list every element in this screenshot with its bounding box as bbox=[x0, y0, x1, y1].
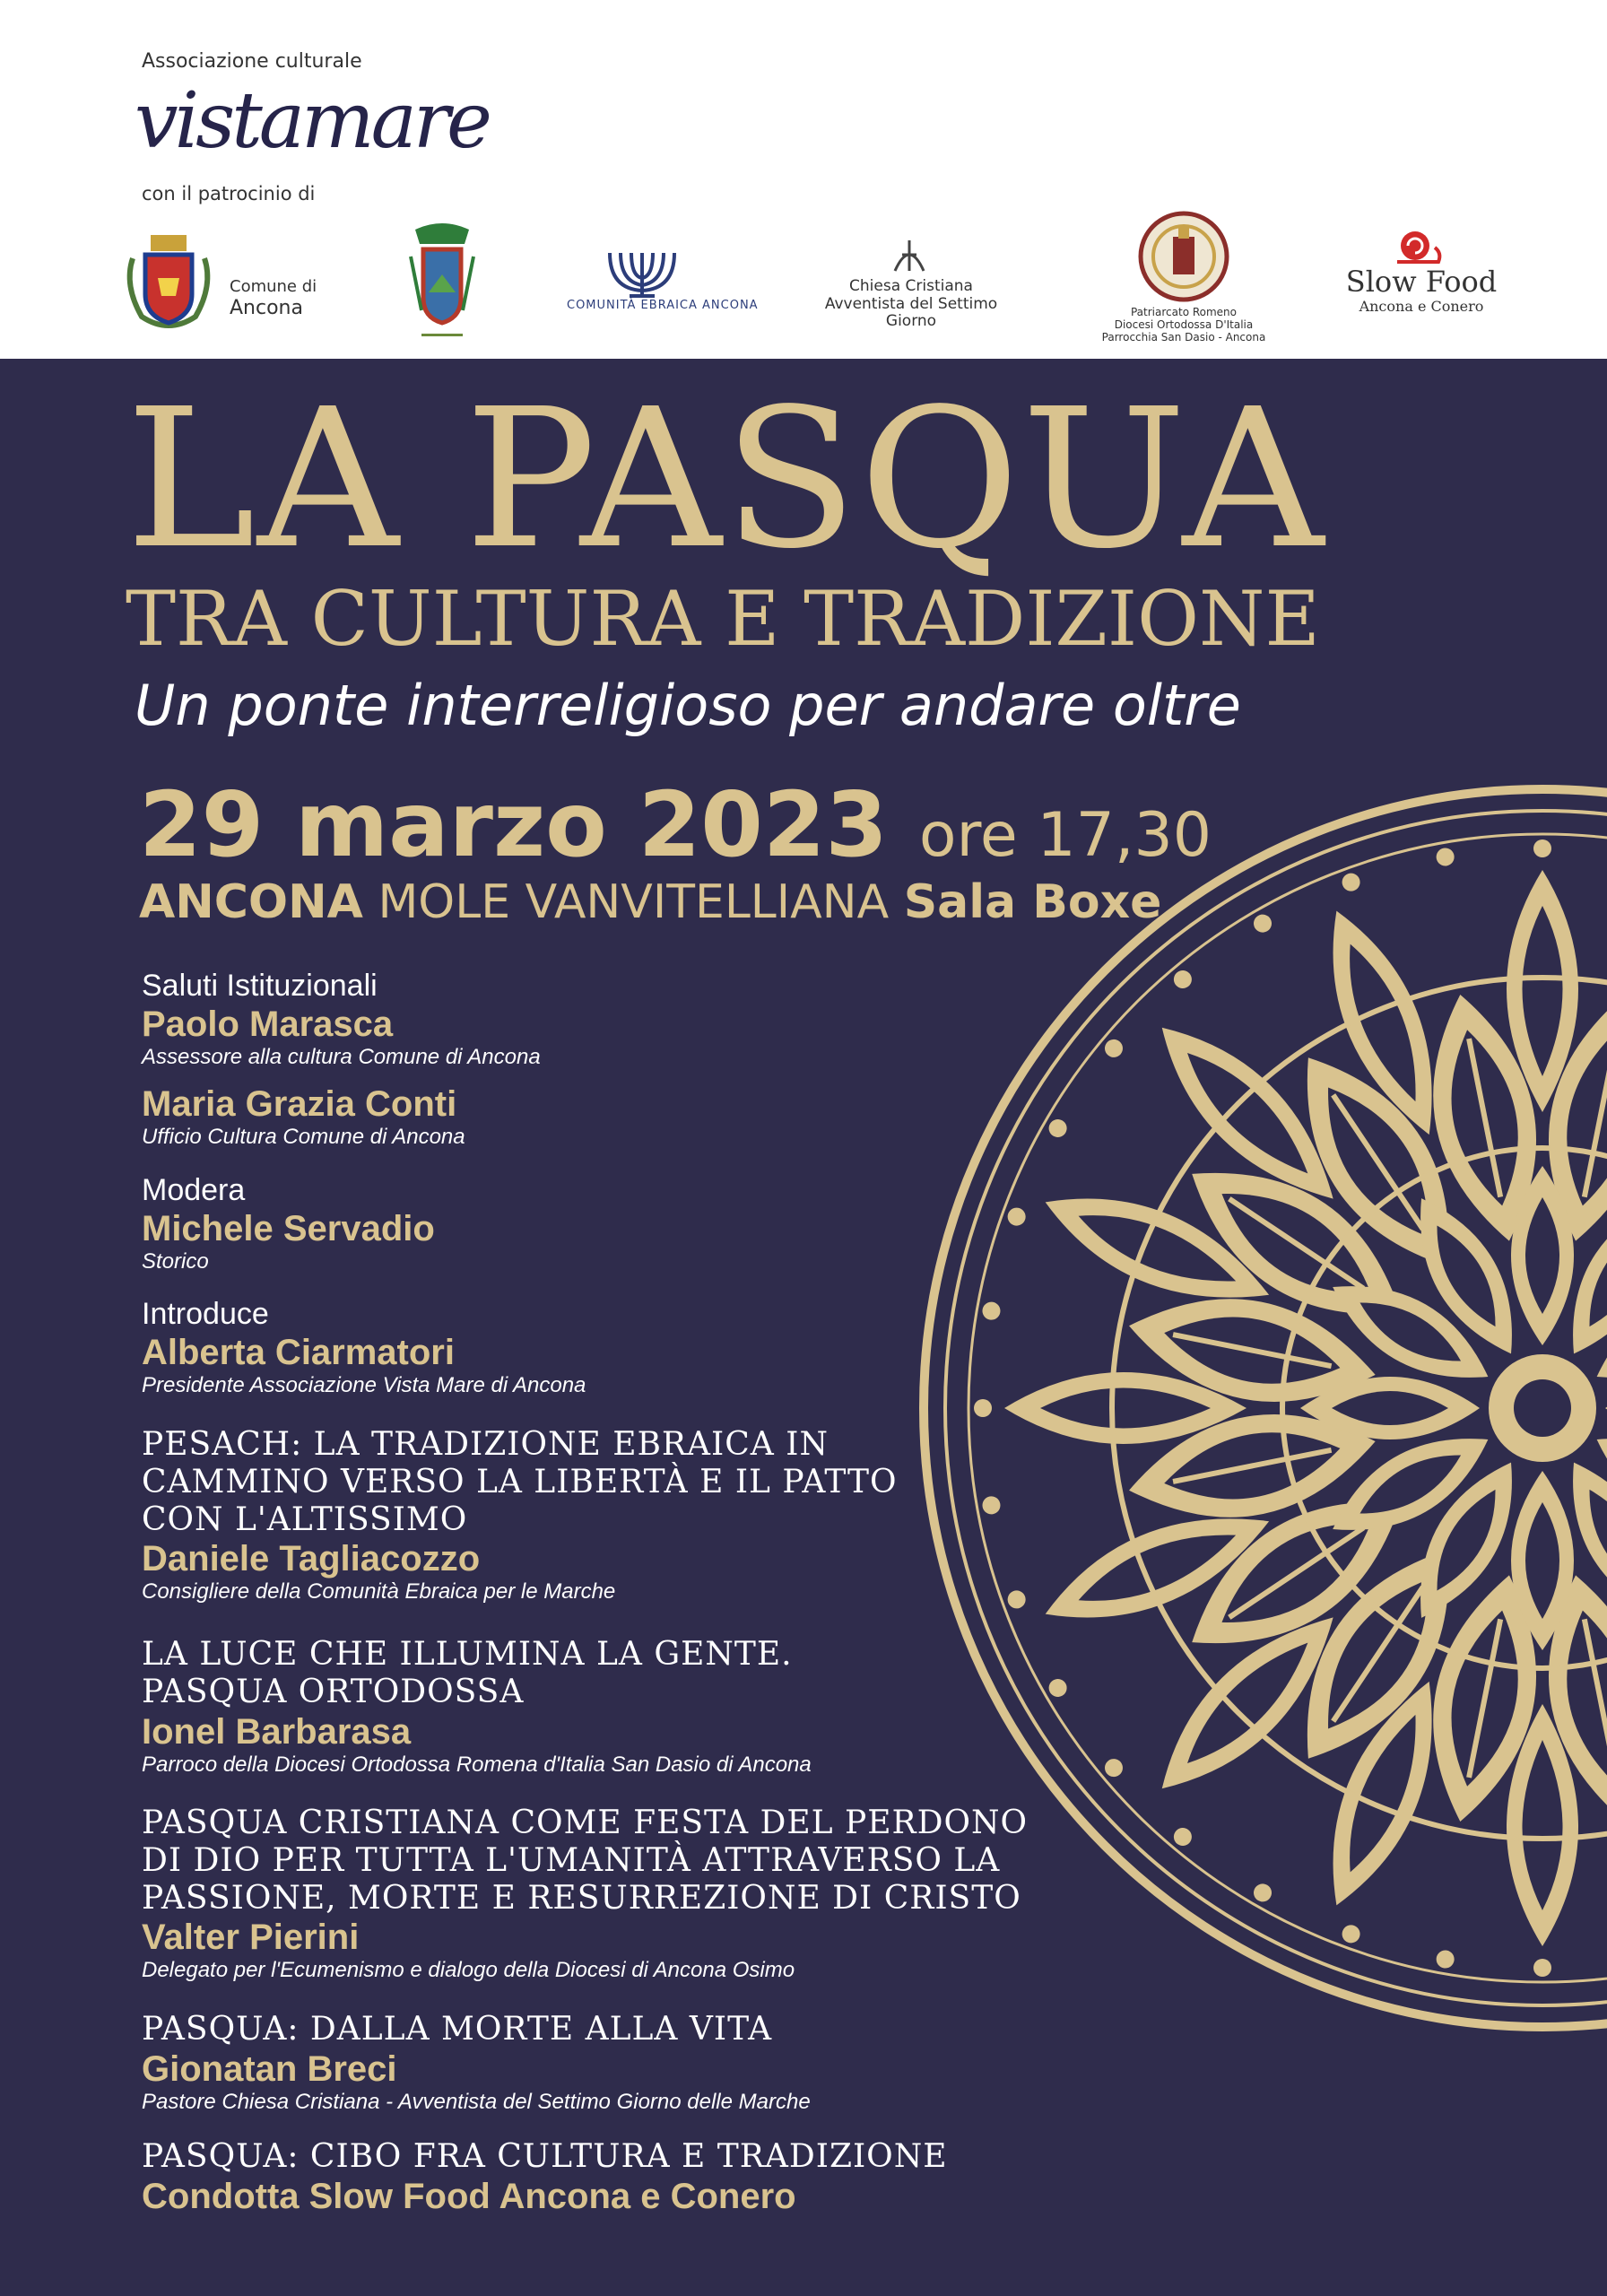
event-venue bbox=[139, 875, 1162, 929]
vistamare-logo: vistamare bbox=[135, 76, 489, 166]
speaker-role: Pastore Chiesa Cristiana - Avventista del Settimo Giorno delle Marche bbox=[142, 2089, 811, 2114]
talk-pesach bbox=[142, 1426, 898, 1605]
speaker-name: Maria Grazia Conti bbox=[142, 1084, 457, 1124]
event-date bbox=[139, 772, 1212, 877]
date-text: 29 marzo 2023 bbox=[139, 772, 889, 877]
main-title: LA PASQUA bbox=[126, 368, 1326, 591]
talk-title: PASQUA ORTODOSSA bbox=[142, 1673, 525, 1710]
talk-title: CAMMINO VERSO LA LIBERTÀ E IL PATTO bbox=[142, 1463, 898, 1500]
talk-title: LA LUCE CHE ILLUMINA LA GENTE. bbox=[142, 1636, 793, 1673]
venue-city: ANCONA bbox=[139, 875, 363, 929]
saluti-block bbox=[142, 969, 541, 1071]
introduction-block bbox=[142, 1297, 586, 1399]
saluti-label: Saluti Istituzionali bbox=[142, 969, 378, 1003]
speaker-name: Ionel Barbarasa bbox=[142, 1711, 412, 1752]
comune-label: Comune di Ancona bbox=[230, 277, 317, 319]
talk-title: CON L'ALTISSIMO bbox=[142, 1500, 468, 1538]
introduce-label: Introduce bbox=[142, 1297, 269, 1331]
venue-room: Sala Boxe bbox=[903, 875, 1162, 929]
snail-icon bbox=[1390, 226, 1446, 267]
header bbox=[0, 0, 1607, 359]
talk-title: PASQUA CRISTIANA COME FESTA DEL PERDONO bbox=[142, 1805, 1029, 1841]
diocese-coat-of-arms-icon bbox=[402, 221, 482, 343]
speaker-name: Valter Pierini bbox=[142, 1918, 360, 1958]
talk-title: PASSIONE, MORTE E RESURREZIONE DI CRISTO bbox=[142, 1879, 1021, 1917]
adventist-church-icon bbox=[890, 235, 929, 276]
talk-death-to-life bbox=[142, 2011, 811, 2116]
talk-christian bbox=[142, 1805, 1028, 1984]
modera-label: Modera bbox=[142, 1173, 246, 1207]
event-time: ore 17,30 bbox=[918, 800, 1212, 871]
subtitle: Un ponte interreligioso per andare oltre bbox=[135, 673, 1241, 738]
talk-food bbox=[142, 2138, 947, 2217]
poster-body bbox=[0, 359, 1607, 2296]
adventist-label: Chiesa Cristiana Avventista del Settimo Giorno bbox=[824, 277, 998, 331]
talk-orthodox bbox=[142, 1636, 812, 1778]
slowfood-label: Slow Food Ancona e Conero bbox=[1345, 265, 1498, 315]
menorah-icon bbox=[570, 240, 714, 326]
association-label: Associazione culturale bbox=[142, 50, 362, 73]
comunita-ebraica-label: COMUNITÀ EBRAICA ANCONA bbox=[567, 299, 759, 312]
speaker-role: Ufficio Cultura Comune di Ancona bbox=[142, 1125, 465, 1149]
speaker-name: Gionatan Breci bbox=[142, 2048, 397, 2089]
patronage-label: con il patrocinio di bbox=[142, 183, 316, 204]
speaker-role: Assessore alla cultura Comune di Ancona bbox=[142, 1045, 541, 1070]
speaker-name: Alberta Ciarmatori bbox=[142, 1333, 455, 1373]
speaker-role: Delegato per l'Ecumenismo e dialogo della Diocesi di Ancona Osimo bbox=[142, 1958, 795, 1983]
venue-building: MOLE VANVITELLIANA bbox=[378, 875, 890, 929]
speaker-role: Storico bbox=[142, 1249, 209, 1274]
talk-title: DI DIO PER TUTTA L'UMANITÀ ATTRAVERSO LA bbox=[142, 1841, 1001, 1879]
moderator-block bbox=[142, 1173, 435, 1275]
ancona-coat-of-arms-icon bbox=[115, 222, 222, 339]
speaker-block bbox=[142, 1083, 465, 1151]
talk-title: PASQUA: CIBO FRA CULTURA E TRADIZIONE bbox=[142, 2138, 948, 2175]
speaker-role: Consigliere della Comunità Ebraica per le Marche bbox=[142, 1579, 616, 1605]
talk-title: PESACH: LA TRADIZIONE EBRAICA IN bbox=[142, 1426, 829, 1463]
speaker-name: Condotta Slow Food Ancona e Conero bbox=[142, 2176, 796, 2216]
speaker-name: Paolo Marasca bbox=[142, 1004, 394, 1045]
speaker-name: Daniele Tagliacozzo bbox=[142, 1539, 481, 1579]
speaker-role: Presidente Associazione Vista Mare di Ancona bbox=[142, 1373, 586, 1398]
secondary-title: TRA CULTURA E TRADIZIONE bbox=[126, 575, 1320, 663]
talk-title: PASQUA: DALLA MORTE ALLA VITA bbox=[142, 2011, 773, 2048]
orthodox-label: Patriarcato Romeno Diocesi Ortodossa D'Italia Parrocchia San Dasio - Ancona bbox=[1101, 306, 1266, 344]
speaker-role: Parroco della Diocesi Ortodossa Romena d'Italia San Dasio di Ancona bbox=[142, 1752, 812, 1777]
speaker-name: Michele Servadio bbox=[142, 1209, 435, 1249]
orthodox-seal-icon bbox=[1137, 210, 1230, 303]
